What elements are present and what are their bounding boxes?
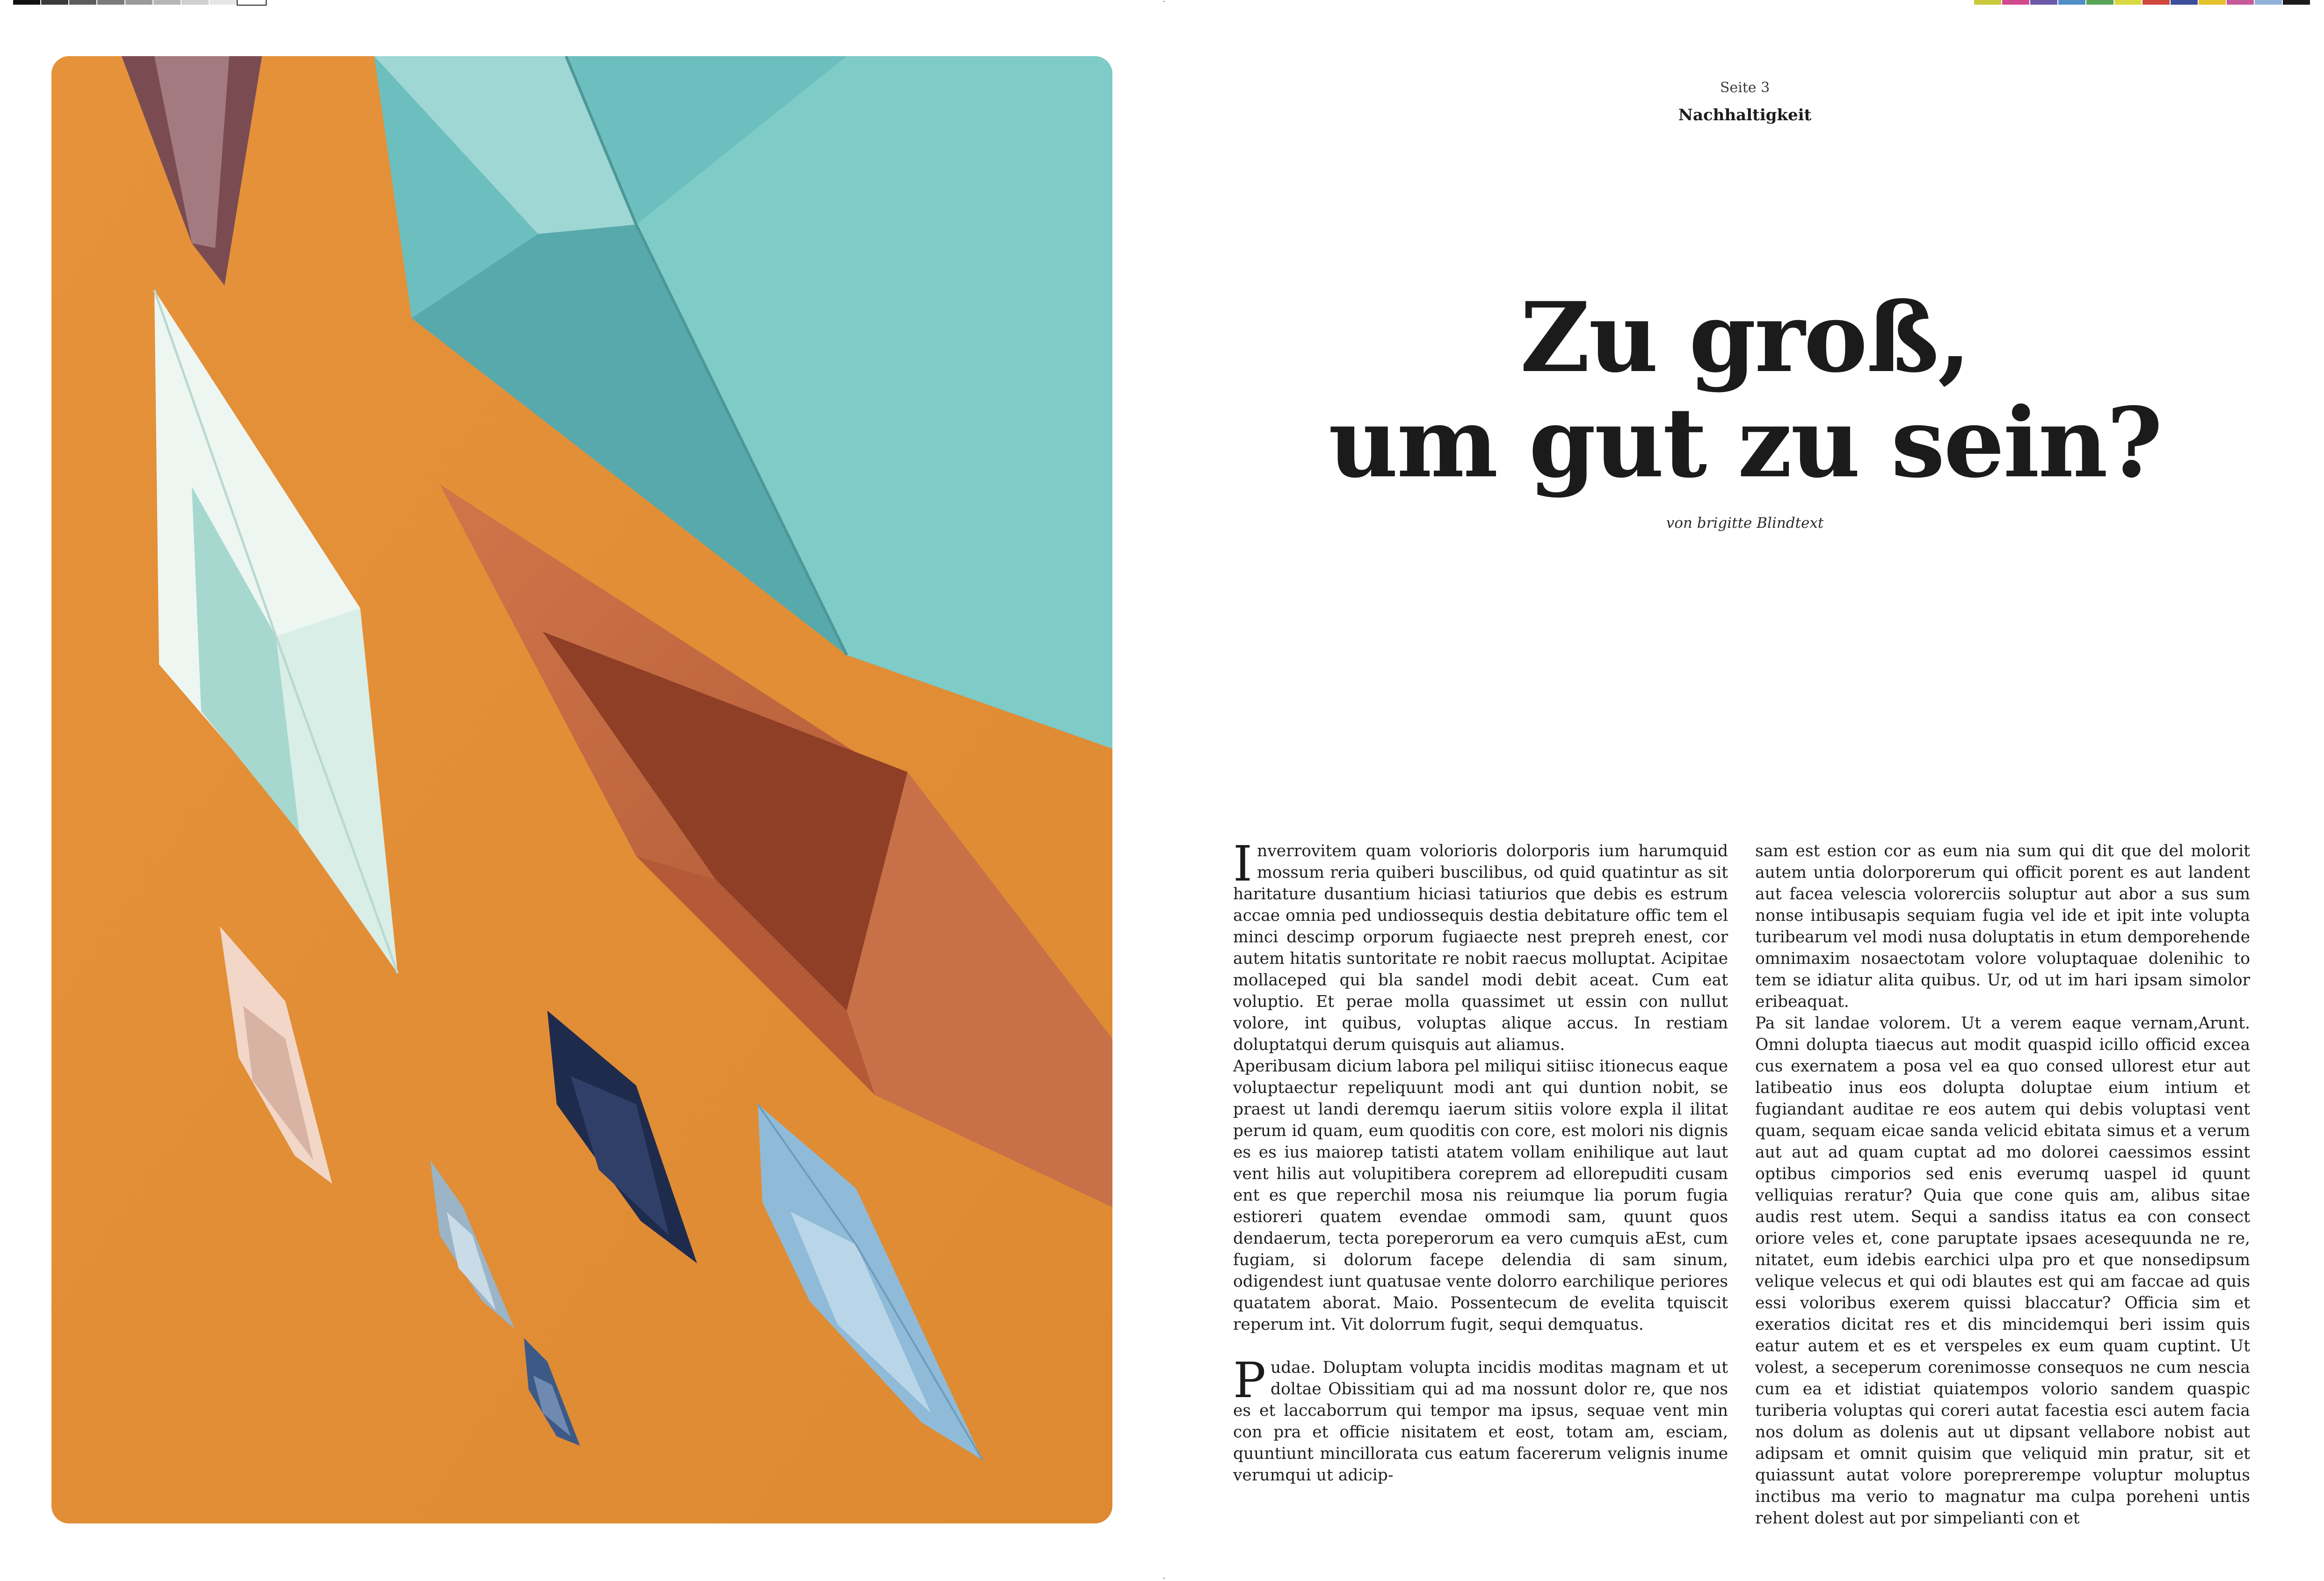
color-patch — [2227, 0, 2255, 5]
body-column-right — [1755, 840, 2250, 1529]
color-patch — [153, 0, 182, 5]
color-patch — [2171, 0, 2199, 5]
body-paragraph: sam est estion cor as eum nia sum qui dit que del molorit autem untia dolorporerum qui officit porent es aut landent aut facea velescia volorerciis soluptur aut abor a sus sum nonse intibusapis sequiam fugia vel ide et ipit inte volupta turibearum vel modi nusa doluptatis in etum demporehende omnimaxim nosaectotam volore voluptaquae dolenihic to tem se idiatur alita quibus. Ur, od ut im hari ipsam simolor eribeaquat. — [1755, 842, 2250, 1011]
color-patch — [2283, 0, 2311, 5]
color-patch — [2114, 0, 2142, 5]
color-patch — [2255, 0, 2283, 5]
byline: von brigitte Blindtext — [1666, 515, 1824, 532]
color-patch — [1974, 0, 2002, 5]
crop-mark — [1163, 1578, 1165, 1579]
color-patch — [2058, 0, 2086, 5]
color-patch — [2086, 0, 2114, 5]
color-patch — [238, 0, 266, 5]
body-paragraph: Aperibusam dicium labora pel miliqui sitiisc itionecus eaque voluptaectur repeliquunt modi ant qui duntion nobit, se praest ut landi deremqu iaerum sitiis volore expla il ilitat perum id quam, eum quoditis con core, est molori nis dignis es es ius maiorep tatisti atatem vollam enihilique aut laut vent hilis aut volupitibera coreprem ad ellorepuditi cusam ent es que reperchil mosa nis reiumque lia porum fugia estioreri quatem evendae ommodi sam, quunt quos dendaerum, tecta poreperorum ea vero cumquis aEst, cum fugiam, si dolorum facepe delendia di sam sinum, odigendest iunt quatusae vente dolorro earchilique periores quatatem aborat. Maio. Possentecum de evelita tquiscit reperum int. Vit dolorrum fugit, sequi demquatus. — [1233, 1057, 1728, 1334]
drop-cap: I — [1233, 835, 1253, 892]
paragraph-text: nverrovitem quam volorioris dolorporis ium harumquid mossum reria quiberi buscilibus, od quid quatintur as sit haritature dusantium hiciasi tatiurios que debis es estrum accae omnia ped undiossequis destia debitature offic tem el minci descimp orporum fugiaecte nest prepreh enest, cor autem hitatis suntoritate re nobit raecus molluptat. Acipitae mollaceped qui bla sandel modi debit aceat. Cum eat voluptio. Et perae molla quassimet ut essin con nullut volore, int quibus, voluptas alique accus. In restiam doluptatqui derum quisquis aut aliamus. — [1233, 842, 1728, 1054]
color-patch — [210, 0, 238, 5]
section-label: Nachhaltigkeit — [1678, 106, 1812, 124]
headline-line-1: Zu groß, — [1520, 282, 1970, 394]
color-patch — [2142, 0, 2171, 5]
color-patch — [2002, 0, 2030, 5]
paper-boats-photo — [51, 56, 1112, 1523]
color-patch — [97, 0, 125, 5]
color-patch — [41, 0, 69, 5]
page-number: Seite 3 — [1720, 80, 1770, 96]
drop-cap: P — [1233, 1352, 1266, 1409]
headline — [1310, 282, 2180, 499]
headline-line-2: um gut zu sein? — [1328, 387, 2162, 499]
color-patch — [13, 0, 41, 5]
color-patch — [125, 0, 153, 5]
color-patch — [69, 0, 97, 5]
body-paragraph — [1233, 835, 1728, 1056]
body-paragraph: Pa sit landae volorem. Ut a verem eaque vernam,Arunt. Omni dolupta tiaecus aut modit quaspid icillo officid excea cus exernatem a posa vel ea quo consed ullorest etur aut latibeatio inus eos dolupta doluptae eium intium et fugiandant auditae re eos autem qui debis voluptasi vent quam, sequam eicae sanda velicid ebitata simus et a verum aut aut ad quam cuptat ad mo dolorei caessimos essint optibus cimporios sed enis everumq uaspel id quunt velliquias reratur? Quia que cone quis am, alibus sitae audis rest utem. Sequi a sandiss itatus ea con consect oriore veles et, cone paruptate ipsaes acesequunda ne re, nitatet, eum idebis earchici ulpa pro et que nonsedipsum velique velecus et qui odi blautes est qui am faccae ad quis essi voloribus exerem quissi blaccatur? Officia sim et exeratios dicitat res et dis mincidemqui beri issim quis eatur autem et es et verspeles ex eum quam cuptint. Ut volest, a seceperum corenimosse consequos ne cum nescia cum ea et idistiat quiatempos volorio sandem quaspic turiberia voluptas qui coreri autat facestia esci autem facia nos dolum as dolenis aut ut dipsant vellabore nobist aut adipsam et omnit quisim que veliquid min pratur, sit et quiassunt autat volore poreprerempe voluptur moluptus inctibus ma verio to magnatur ma culpa poreheni untis rehent dolest aut por simpelianti con et — [1755, 1014, 2250, 1528]
body-column-left — [1233, 835, 1728, 1486]
paragraph-text: udae. Doluptam volupta incidis moditas magnam et ut doltae Obissitiam qui ad ma nossunt dolor re, que nos es et laccaborrum qui tempor ma ipsus, sequae vent min con pra et officie nisitatem et eost, totam am, esciam, quuntiunt mincillorata cus eatum facererum velignis inume verumqui ut adicip- — [1233, 1358, 1728, 1485]
grayscale-control-strip — [13, 0, 266, 5]
color-patch — [2199, 0, 2227, 5]
color-patch — [2030, 0, 2058, 5]
paper-boats-illustration — [51, 56, 1112, 1523]
crop-mark — [1163, 1, 1165, 2]
color-control-strip — [1974, 0, 2311, 5]
body-paragraph — [1233, 1352, 1728, 1486]
color-patch — [182, 0, 210, 5]
